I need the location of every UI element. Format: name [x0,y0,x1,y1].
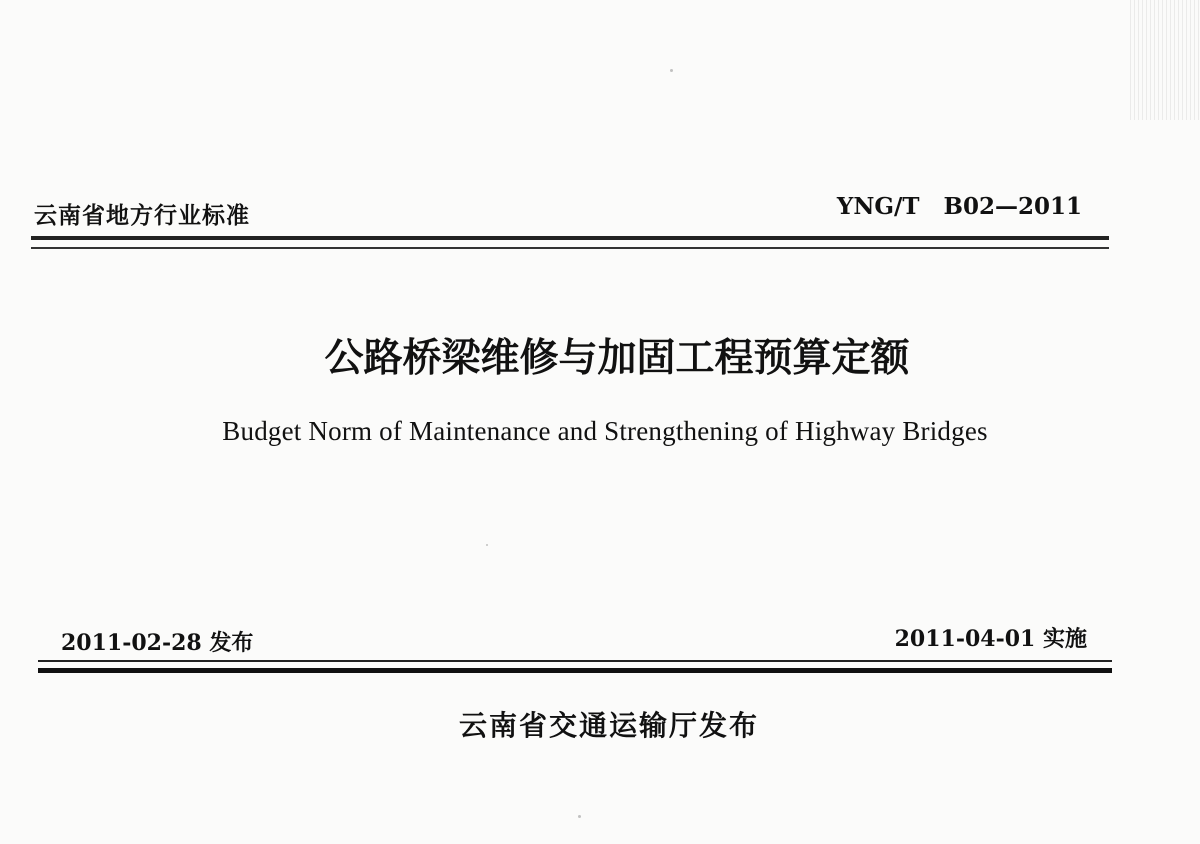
footer-rule-thin [38,660,1112,662]
publish-date: 2011-02-28 发布 [61,630,254,656]
scan-dust-mark [486,544,488,546]
standard-code: YNG/T B02—2011 [836,193,1082,220]
footer-rule-thick [38,668,1112,673]
standard-category: 云南省地方行业标准 [34,203,250,229]
issuing-authority: 云南省交通运输厅发布 [458,709,759,742]
header-rule-thick [31,236,1109,240]
document-title-chinese: 公路桥梁维修与加固工程预算定额 [324,336,910,381]
scan-dust-mark [670,69,673,72]
scan-dust-mark [578,815,581,818]
scan-edge-texture [1130,0,1200,120]
effective-date: 2011-04-01 实施 [894,626,1087,652]
document-title-english: Budget Norm of Maintenance and Strengthening of Highway Bridges [222,416,988,446]
header-rule-thin [31,247,1109,249]
